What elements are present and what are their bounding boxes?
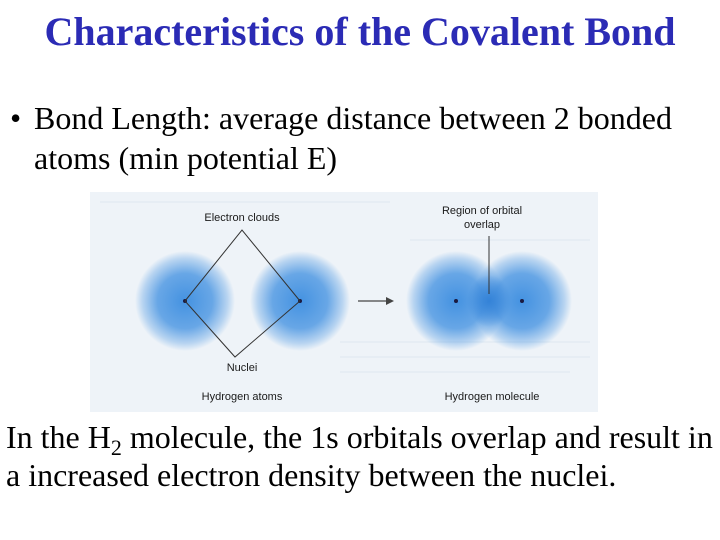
nuclei-label: Nuclei [226, 362, 258, 374]
caption-text [6, 418, 718, 494]
region-overlap-label-line1: Region of orbital [441, 205, 523, 217]
caption-part2: molecule, the 1s orbitals overlap and result in a increased electron density between the nuclei. [6, 419, 713, 493]
hydrogen-bonding-figure [90, 192, 598, 412]
hydrogen-atoms-label: Hydrogen atoms [201, 391, 283, 403]
molecule-nucleus-right [520, 299, 524, 303]
orbital-diagram [90, 192, 598, 412]
electron-clouds-label: Electron clouds [204, 212, 280, 224]
bullet-marker: • [10, 100, 22, 136]
slide-title: Characteristics of the Covalent Bond [44, 9, 676, 54]
molecule-nucleus-left [454, 299, 458, 303]
bullet-text: Bond Length: average distance between 2 bonded atoms (min potential E) [34, 100, 672, 176]
caption-subscript: 2 [110, 435, 122, 460]
caption-part1: In the H [6, 419, 111, 455]
hydrogen-molecule-label: Hydrogen molecule [444, 391, 540, 403]
region-overlap-label-line2: overlap [463, 219, 501, 231]
